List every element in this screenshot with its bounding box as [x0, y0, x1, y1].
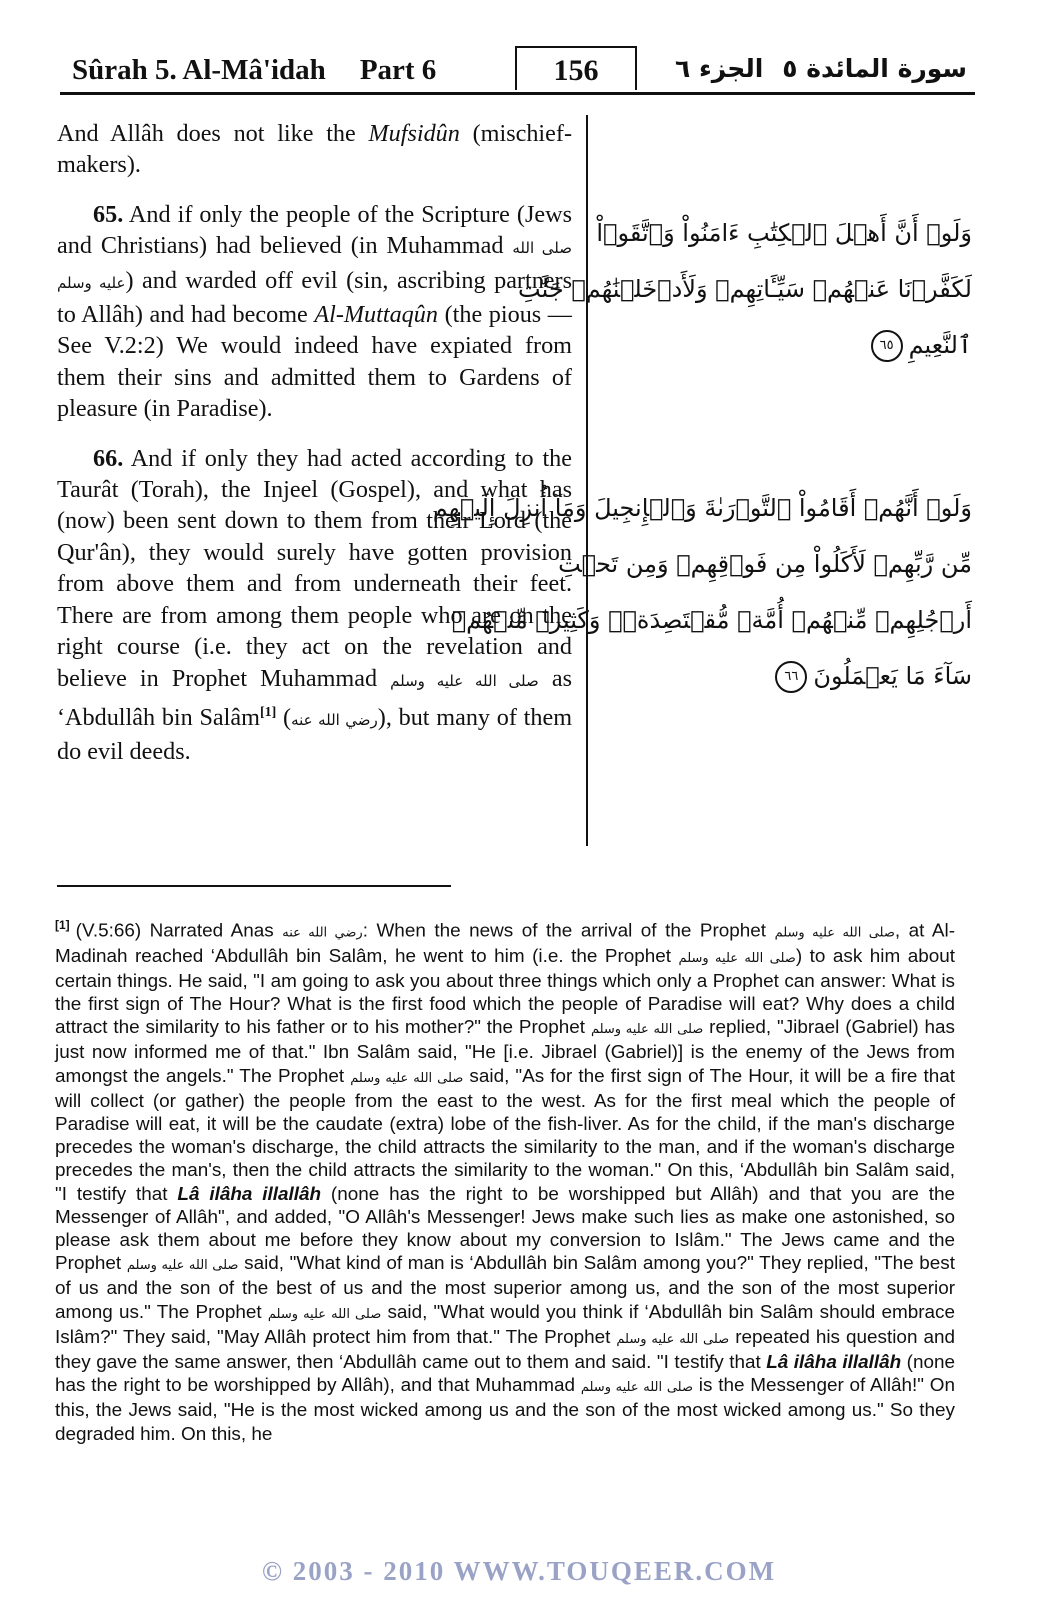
salawat-ligature: صلى الله عليه وسلم	[590, 1022, 704, 1038]
arabic-line: لَكَفَّرۡنَا عَنۡهُمۡ سَيِّـَٔاتِهِمۡ وَلَأَدۡخَلۡنَٰهُمۡ جَنَّٰتِ	[518, 275, 972, 303]
footnote-marker: [1]	[55, 918, 70, 932]
radi-ligature: رضي الله عنه	[291, 710, 378, 729]
salawat-ligature: صلى الله عليه وسلم	[678, 950, 796, 966]
translation-intro: And Allâh does not like the Mufsidûn (mischief-makers).	[57, 120, 572, 179]
salawat-ligature: صلى الله عليه وسلم	[774, 925, 895, 941]
salawat-ligature: صلى الله عليه وسلم	[350, 1070, 464, 1086]
radi-ligature: رضي الله عنه	[282, 925, 363, 941]
english-translation-column	[57, 118, 572, 768]
arabic-surah-label: سورة المائدة ٥	[782, 54, 967, 83]
arabic-line: ٱلنَّعِيمِ٦٥	[600, 317, 972, 373]
arabic-line: أَرۡجُلِهِمۚ مِّنۡهُمۡ أُمَّةٞ مُّقۡتَصِدَةٞۖ وَكَثِيرٞ مِّنۡهُمۡ	[451, 606, 972, 634]
verse-number: 65.	[93, 200, 124, 228]
salawat-ligature: صلى الله عليه وسلم	[580, 1380, 693, 1396]
page-header	[60, 46, 975, 96]
page-number: 156	[515, 46, 637, 90]
verse-65-translation: 65. And if only the people of the Scripture (Jews and Christians) had believed (in Muhammad صلى الله عليه وسلم) and warded off evil (sin, ascribing partners to Allâh) and had become Al-Muttaqûn (the pious — See V.2:2) We would indeed have expiated from them their sins and admitted them to Gardens of pleasure (in Paradise).	[57, 200, 572, 423]
salawat-ligature: صلى الله عليه وسلم	[126, 1258, 239, 1274]
copyright-watermark: © 2003 - 2010 WWW.TOUQEER.COM	[261, 1556, 777, 1586]
surah-label: Sûrah 5. Al-Mâ'idah	[72, 54, 326, 86]
header-english-title	[72, 54, 436, 87]
arabic-part-label: الجزء ٦	[675, 54, 764, 83]
arabic-verse-65	[518, 205, 972, 373]
arabic-line: مِّن رَّبِّهِمۡ لَأَكَلُواْ مِن فَوۡقِهِمۡ وَمِن تَحۡتِ	[558, 550, 972, 578]
part-label: Part 6	[359, 54, 437, 86]
verse-number: 66.	[93, 444, 124, 472]
arabic-line: وَلَوۡ أَنَّهُمۡ أَقَامُواْ ٱلتَّوۡرَىٰةَ وَٱلۡإِنجِيلَ وَمَآ أُنزِلَ إِلَيۡهِم	[432, 494, 972, 522]
arabic-line: سَآءَ مَا يَعۡمَلُونَ٦٦	[600, 648, 972, 704]
salawat-ligature: صلى الله عليه وسلم	[267, 1306, 382, 1322]
ayah-end-marker: ٦٦	[775, 661, 807, 693]
footnote: [1] (V.5:66) Narrated Anas رضي الله عنه: When the news of the arrival of the Prophet صلى الله عليه وسلم, at Al-Madinah reached ‘Abdullâh bin Salâm, he went to him (i.e. the Prophet صلى الله عليه وسلم) to ask him about certain things. He said, "I am going to ask you about three things which only a Prophet can answer: What is the first sign of The Hour? What is the first food which the people of Paradise will eat? Why does a child attract the similarity to his father or to his mother?" the Prophet صلى الله عليه وسلم replied, "Jibrael (Gabriel) has just now informed me of that." Ibn Salâm said, "He [i.e. Jibrael (Gabriel)] is the enemy of the Jews from amongst the angels." The Prophet صلى الله عليه وسلم said, "As for the first sign of The Hour, it will be a fire that will collect (or gather) the people from the east to the west. As for the first meal which the people of Paradise will eat, it will be the caudate (extra) lobe of the fish-liver. As for the child, if the man's discharge precedes the woman's discharge, the child attracts the similarity to the man, and if the woman's discharge precedes the man's, then the child attracts the similarity to the woman." On this, ‘Abdullâh bin Salâm said, "I testify that Lâ ilâha illallâh (none has the right to be worshipped but Allâh) and that you are the Messenger of Allâh", and added, "O Allâh's Messenger! Jews make such lies as make one astonished, so please ask them about me before they know about my conversion to Islâm." The Jews came and the Prophet صلى الله عليه وسلم said, "What kind of man is ‘Abdullâh bin Salâm among you?" They replied, "The best of us and the son of the best of us and the most superior among us, and the son of the most superior among us." The Prophet صلى الله عليه وسلم said, "What would you think if ‘Abdullâh bin Salâm should embrace Islâm?" They said, "May Allâh protect him from that." The Prophet صلى الله عليه وسلم repeated his question and they gave the same answer, then ‘Abdullâh came out to them and said. "I testify that Lâ ilâha illallâh (none has the right to be worshipped by Allâh), and that Muhammad صلى الله عليه وسلم is the Messenger of Allâh!" On this, the Jews said, "He is the most wicked among us and the son of the most wicked among us." So they degraded him. On this, he	[55, 918, 956, 1445]
header-divider	[60, 92, 975, 95]
arabic-line: وَلَوۡ أَنَّ أَهۡلَ ٱلۡكِتَٰبِ ءَامَنُواْ وَٱتَّقَوۡاْ	[596, 219, 972, 247]
salawat-ligature: صلى الله عليه وسلم	[57, 239, 572, 292]
ayah-end-marker: ٦٥	[871, 330, 903, 362]
verse-66-translation: 66. And if only they had acted according to the Taurât (Torah), the Injeel (Gospel), and what has (now) been sent down to them from their Lord (the Qur'ân), they would surely have gotten provision from above them and from underneath their feet. There are from among them people who are on the right course (i.e. they act on the revelation and believe in Prophet Muhammad صلى الله عليه وسلم as ‘Abdullâh bin Salâm[1] (رضي الله عنه), but many of them do evil deeds.	[57, 444, 573, 766]
salawat-ligature: صلى الله عليه وسلم	[616, 1331, 730, 1347]
footnote-reference[interactable]: [1]	[259, 704, 277, 720]
footnote-divider	[57, 885, 451, 887]
salawat-ligature: صلى الله عليه وسلم	[390, 671, 539, 690]
